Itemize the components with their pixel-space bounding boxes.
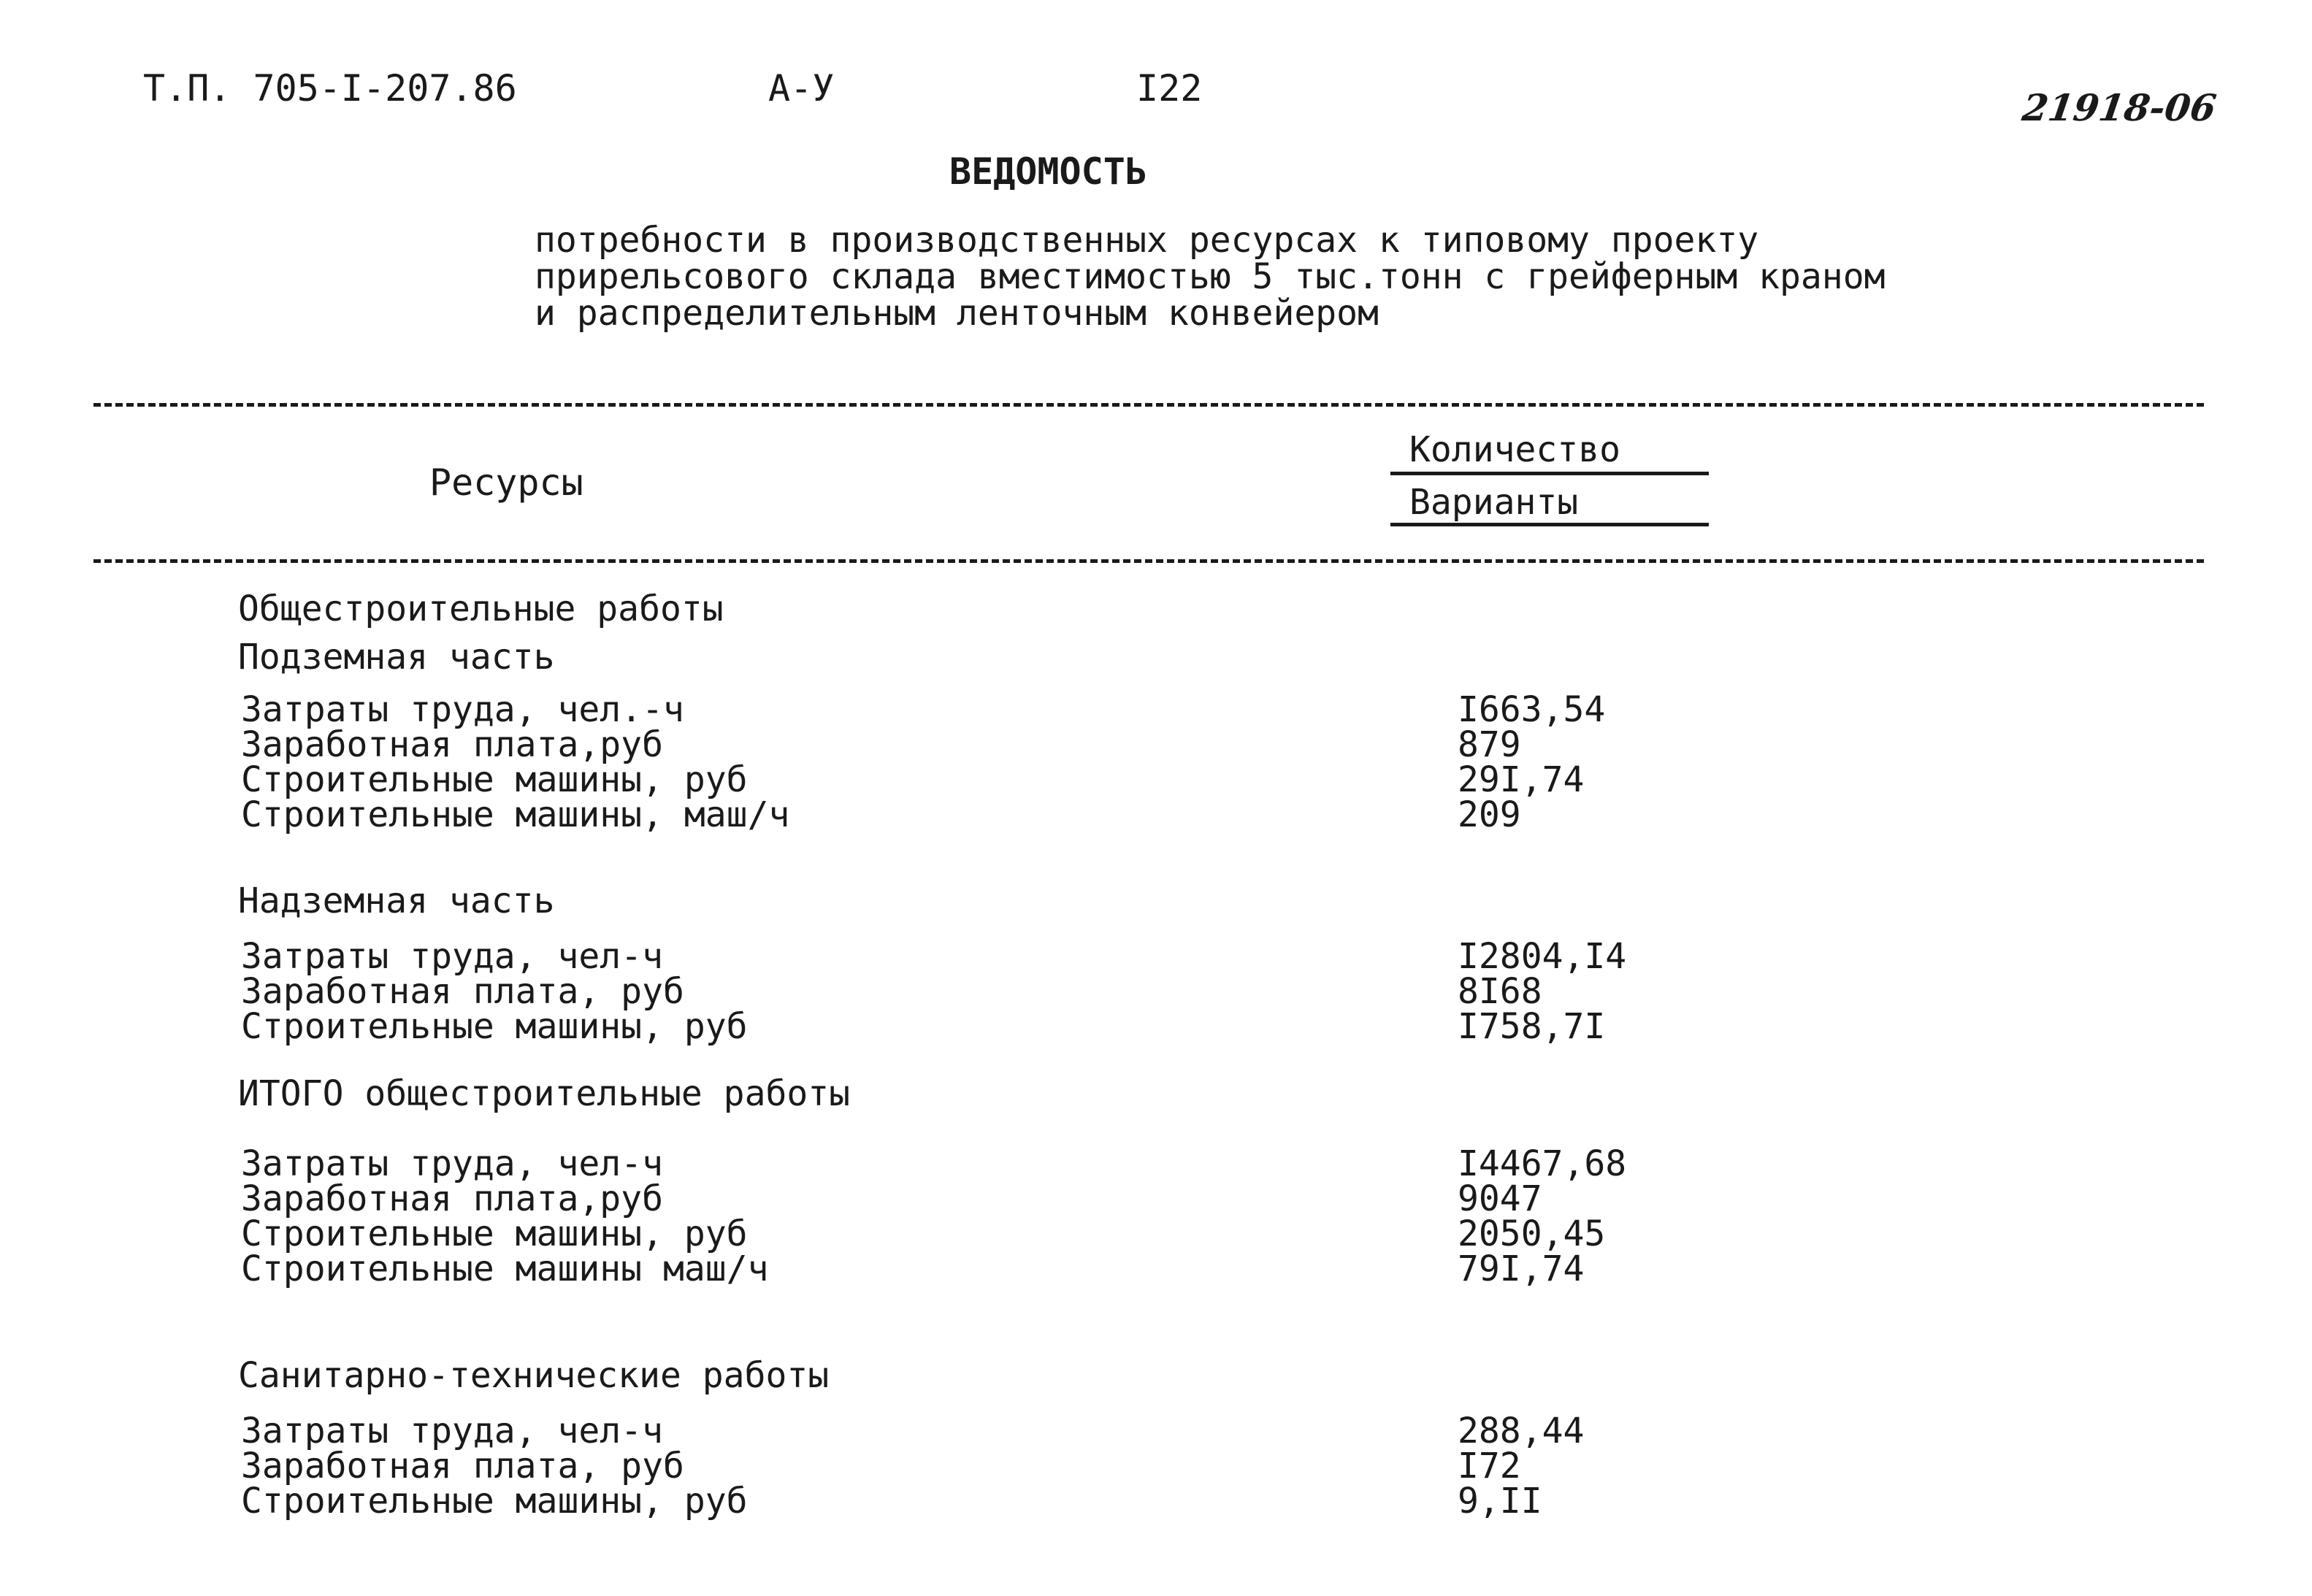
row-value: I758,7I <box>1458 1006 1606 1047</box>
row-label: Затраты труда, чел-ч <box>241 1411 663 1451</box>
page-subtitle <box>535 220 1886 334</box>
page-number: I22 <box>1136 67 1203 110</box>
row-label: Строительные машины, руб <box>241 1481 748 1522</box>
row-value: 79I,74 <box>1458 1248 1585 1289</box>
row-label: Затраты труда, чел-ч <box>241 936 663 977</box>
column-header-variants: Варианты <box>1409 482 1579 523</box>
table-top-divider <box>93 403 2204 407</box>
column-header-quantity: Количество <box>1409 429 1620 470</box>
row-label: Строительные машины маш/ч <box>241 1248 769 1289</box>
subtitle-line: и распределительным ленточным конвейером <box>535 293 1379 334</box>
section-title: Санитарно-технические работы <box>238 1355 830 1396</box>
row-label: Заработная плата,руб <box>241 724 663 765</box>
row-value: I2804,I4 <box>1458 936 1627 977</box>
section-title: Надземная часть <box>238 881 555 921</box>
row-label: Строительные машины, руб <box>241 759 748 800</box>
row-value: 9,II <box>1458 1481 1542 1522</box>
row-value: 2050,45 <box>1458 1213 1606 1254</box>
column-header-resources: Ресурсы <box>429 461 583 504</box>
archive-number: 21918-06 <box>2019 86 2219 129</box>
table-header-divider <box>93 559 2204 563</box>
section-title: Общестроительные работы <box>238 588 724 629</box>
row-label: Строительные машины, руб <box>241 1006 748 1047</box>
row-label: Заработная плата, руб <box>241 1446 684 1486</box>
row-label: Затраты труда, чел-ч <box>241 1143 663 1184</box>
row-label: Строительные машины, руб <box>241 1213 748 1254</box>
row-value: 288,44 <box>1458 1411 1585 1451</box>
page-title: ВЕДОМОСТЬ <box>949 150 1147 193</box>
row-value: I4467,68 <box>1458 1143 1627 1184</box>
document-code: Т.П. 705-I-207.86 <box>143 67 517 110</box>
row-label: Затраты труда, чел.-ч <box>241 689 684 730</box>
sheet-code: А-У <box>768 67 835 110</box>
section-title: ИТОГО общестроительные работы <box>238 1073 851 1114</box>
section-title: Подземная часть <box>238 637 555 678</box>
row-value: I72 <box>1458 1446 1521 1486</box>
row-label: Строительные машины, маш/ч <box>241 794 790 835</box>
row-value: 29I,74 <box>1458 759 1585 800</box>
subtitle-line: потребности в производственных ресурсах к типовому проекту <box>535 220 1759 261</box>
row-value: 8I68 <box>1458 971 1542 1012</box>
row-value: 879 <box>1458 724 1521 765</box>
quantity-underline <box>1390 472 1709 475</box>
row-value: I663,54 <box>1458 689 1606 730</box>
row-value: 9047 <box>1458 1178 1542 1219</box>
variants-underline <box>1390 523 1709 526</box>
row-label: Заработная плата, руб <box>241 971 684 1012</box>
row-label: Заработная плата,руб <box>241 1178 663 1219</box>
subtitle-line: прирельсового склада вместимостью 5 тыс.тонн с грейферным краном <box>535 256 1886 297</box>
row-value: 209 <box>1458 794 1521 835</box>
